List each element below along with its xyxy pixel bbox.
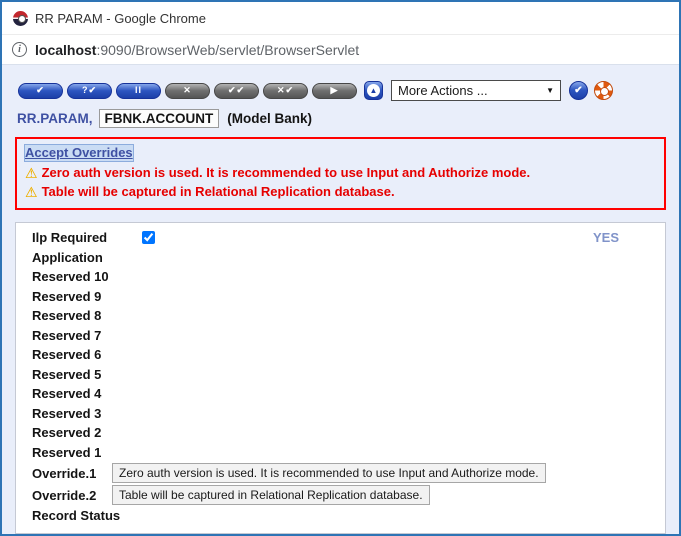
url-path: :9090/BrowserWeb/servlet/BrowserServlet	[96, 41, 360, 58]
field-value: YES	[592, 230, 619, 246]
field-label: Application	[32, 249, 103, 265]
warning-triangle-icon: ⚠	[25, 165, 38, 181]
pause-icon: II	[134, 85, 142, 95]
field-label: Reserved 8	[32, 308, 102, 324]
form-row-reserved-3	[32, 404, 665, 424]
cross-icon: ✕	[183, 85, 192, 95]
form-row-override-2	[32, 484, 665, 506]
form-row-reserved-5	[32, 365, 665, 385]
authorize-button[interactable]	[214, 83, 259, 99]
override-value-box: Zero auth version is used. It is recommended to use Input and Authorize mode.	[112, 463, 546, 483]
field-label: Reserved 4	[32, 386, 102, 402]
up-button[interactable]	[364, 81, 383, 100]
more-actions-label: More Actions ...	[398, 83, 488, 98]
validate-button[interactable]	[67, 83, 112, 99]
breadcrumb-table-box: FBNK.ACCOUNT	[99, 109, 220, 128]
hold-button[interactable]	[116, 83, 161, 99]
reject-button[interactable]	[263, 83, 308, 99]
override-value-box: Table will be captured in Relational Replication database.	[112, 485, 430, 505]
warning-row	[25, 184, 656, 200]
ilp-required-checkbox[interactable]	[142, 231, 155, 244]
field-label: Override.2	[32, 487, 97, 503]
form-row-reserved-10	[32, 267, 665, 287]
field-label: Reserved 10	[32, 269, 109, 285]
form-row-override-1	[32, 462, 665, 484]
form-row-reserved-8	[32, 306, 665, 326]
window-title: RR PARAM - Google Chrome	[35, 10, 206, 26]
field-label: Override.1	[32, 465, 97, 481]
form-row-reserved-6	[32, 345, 665, 365]
field-label: Reserved 2	[32, 425, 102, 441]
warning-text: Table will be captured in Relational Replication database.	[41, 184, 395, 199]
check-icon: ✔	[574, 85, 583, 96]
window-title-bar	[2, 2, 679, 35]
forward-button[interactable]	[312, 83, 357, 99]
override-warning-box	[15, 137, 666, 210]
field-label: Reserved 1	[32, 444, 102, 460]
delete-button[interactable]	[165, 83, 210, 99]
play-icon: ▶	[330, 85, 339, 95]
url-bar[interactable]	[2, 35, 679, 65]
breadcrumb	[17, 108, 666, 128]
form-row-reserved-4	[32, 384, 665, 404]
field-label: Reserved 5	[32, 366, 102, 382]
record-form-panel	[15, 222, 666, 534]
form-row-record-status	[32, 506, 665, 526]
accept-overrides-link[interactable]: Accept Overrides	[25, 145, 133, 160]
form-row-reserved-9	[32, 287, 665, 307]
field-label: Ilp Required	[32, 230, 108, 246]
cross-check-icon: ✕✔	[276, 85, 295, 95]
form-row-reserved-7	[32, 326, 665, 346]
question-check-icon: ?✔	[81, 85, 98, 95]
warning-row	[25, 165, 656, 181]
toolbar	[18, 80, 666, 101]
help-lifesaver-icon[interactable]	[594, 81, 613, 100]
field-label: Reserved 3	[32, 405, 102, 421]
breadcrumb-application: RR.PARAM,	[17, 110, 93, 126]
field-label: Reserved 6	[32, 347, 102, 363]
check-icon: ✔	[36, 85, 45, 95]
form-row-reserved-1	[32, 443, 665, 463]
form-row-application	[32, 248, 665, 268]
form-row-ilp-required	[32, 228, 665, 248]
warning-text: Zero auth version is used. It is recommended to use Input and Authorize mode.	[41, 165, 531, 180]
url-host: localhost	[35, 41, 97, 58]
site-info-icon[interactable]: i	[12, 42, 27, 57]
confirm-button[interactable]	[569, 81, 588, 100]
field-label: Reserved 7	[32, 327, 102, 343]
page-content	[2, 65, 679, 534]
breadcrumb-company: (Model Bank)	[227, 110, 313, 126]
field-label: Record Status	[32, 508, 121, 524]
more-actions-select[interactable]	[391, 80, 561, 101]
up-arrow-icon: ▲	[367, 84, 380, 97]
double-check-icon: ✔✔	[227, 85, 246, 95]
chrome-app-icon	[13, 11, 28, 26]
accept-button[interactable]	[18, 83, 63, 99]
form-row-reserved-2	[32, 423, 665, 443]
warning-triangle-icon: ⚠	[25, 184, 38, 200]
field-label: Reserved 9	[32, 288, 102, 304]
chevron-down-icon: ▼	[546, 86, 554, 95]
